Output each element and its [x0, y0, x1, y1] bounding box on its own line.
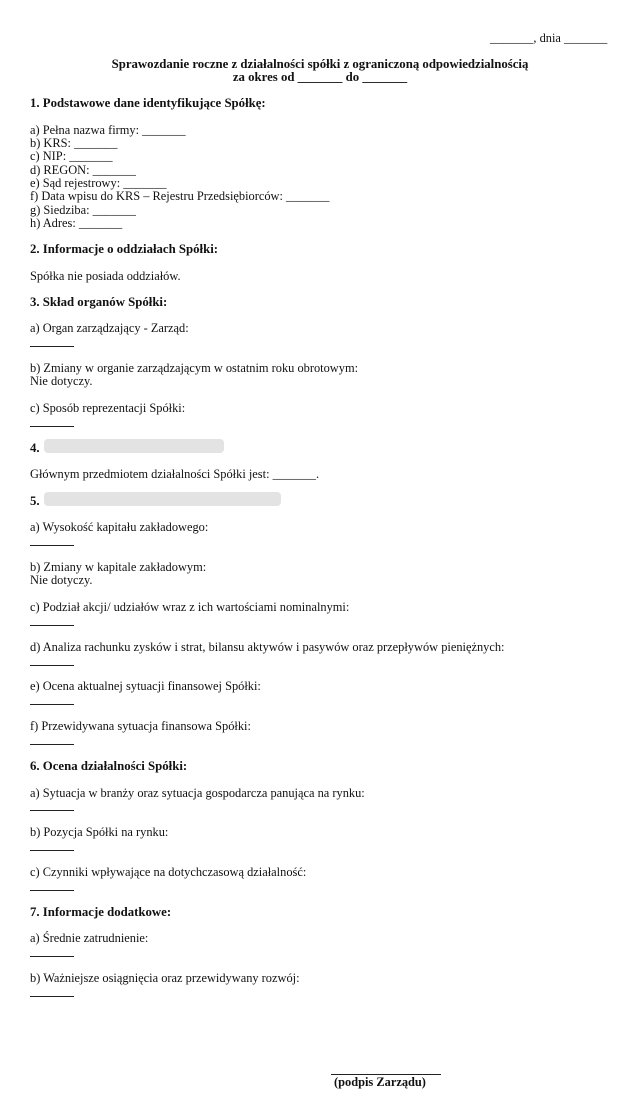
capital-changes-answer: Nie dotyczy. [30, 573, 93, 587]
blank-line [30, 346, 74, 347]
blank-line [30, 996, 74, 997]
section-2-heading: 2. Informacje o oddziałach Spółki: [30, 242, 219, 256]
field-regon: d) REGON: _______ [30, 163, 137, 177]
management-changes-label: b) Zmiany w organie zarządzającym w ostatnim roku obrotowym: [30, 361, 359, 375]
blank-line [30, 426, 74, 427]
section-4-heading: 4. [30, 441, 40, 455]
section-7-heading: 7. Informacje dodatkowe: [30, 905, 172, 919]
shares-division-label: c) Podział akcji/ udziałów wraz z ich wartościami nominalnymi: [30, 600, 350, 614]
field-krs-entry-date: f) Data wpisu do KRS – Rejestru Przedsiębiorców: _______ [30, 189, 330, 203]
management-board-label: a) Organ zarządzający - Zarząd: [30, 321, 189, 335]
business-activity-text: Głównym przedmiotem działalności Spółki jest: _______. [30, 467, 320, 481]
section-1-heading: 1. Podstawowe dane identyfikujące Spółkę: [30, 96, 266, 110]
achievements-label: b) Ważniejsze osiągnięcia oraz przewidywany rozwój: [30, 971, 300, 985]
field-address: h) Adres: _______ [30, 216, 123, 230]
signature-label: (podpis Zarządu) [334, 1075, 426, 1089]
capital-changes-label: b) Zmiany w kapitale zakładowym: [30, 560, 207, 574]
blank-line [30, 545, 74, 546]
current-financial-situation-label: e) Ocena aktualnej sytuacji finansowej Spółki: [30, 679, 261, 693]
document-title-line1: Sprawozdanie roczne z działalności spółki z ograniczoną odpowiedzialnością [111, 57, 529, 71]
blank-line [30, 625, 74, 626]
market-position-label: b) Pozycja Spółki na rynku: [30, 825, 169, 839]
share-capital-label: a) Wysokość kapitału zakładowego: [30, 520, 209, 534]
representation-label: c) Sposób reprezentacji Spółki: [30, 401, 186, 415]
section-3-heading: 3. Skład organów Spółki: [30, 295, 168, 309]
field-company-name: a) Pełna nazwa firmy: _______ [30, 123, 186, 137]
management-changes-answer: Nie dotyczy. [30, 374, 93, 388]
section-5-heading: 5. [30, 494, 40, 508]
blank-line [30, 850, 74, 851]
influencing-factors-label: c) Czynniki wpływające na dotychczasową działalność: [30, 865, 307, 879]
field-krs: b) KRS: _______ [30, 136, 118, 150]
blank-line [30, 956, 74, 957]
blank-line [30, 744, 74, 745]
financial-analysis-label: d) Analiza rachunku zysków i strat, bilansu aktywów i pasywów oraz przepływów pieniężnych: [30, 640, 505, 654]
redacted-heading-block [44, 439, 224, 453]
field-nip: c) NIP: _______ [30, 149, 113, 163]
field-registry-court: e) Sąd rejestrowy: _______ [30, 176, 167, 190]
average-employment-label: a) Średnie zatrudnienie: [30, 931, 149, 945]
blank-line [30, 665, 74, 666]
projected-financial-situation-label: f) Przewidywana sytuacja finansowa Spółki: [30, 719, 251, 733]
field-seat: g) Siedziba: _______ [30, 203, 136, 217]
document-title-line2: za okres od _______ do _______ [232, 70, 408, 84]
blank-line [30, 810, 74, 811]
blank-line [30, 890, 74, 891]
redacted-heading-block [44, 492, 281, 506]
branches-text: Spółka nie posiada oddziałów. [30, 269, 181, 283]
industry-situation-label: a) Sytuacja w branży oraz sytuacja gospodarcza panująca na rynku: [30, 786, 365, 800]
blank-line [30, 704, 74, 705]
date-line: _______, dnia _______ [490, 31, 608, 45]
section-6-heading: 6. Ocena działalności Spółki: [30, 759, 188, 773]
